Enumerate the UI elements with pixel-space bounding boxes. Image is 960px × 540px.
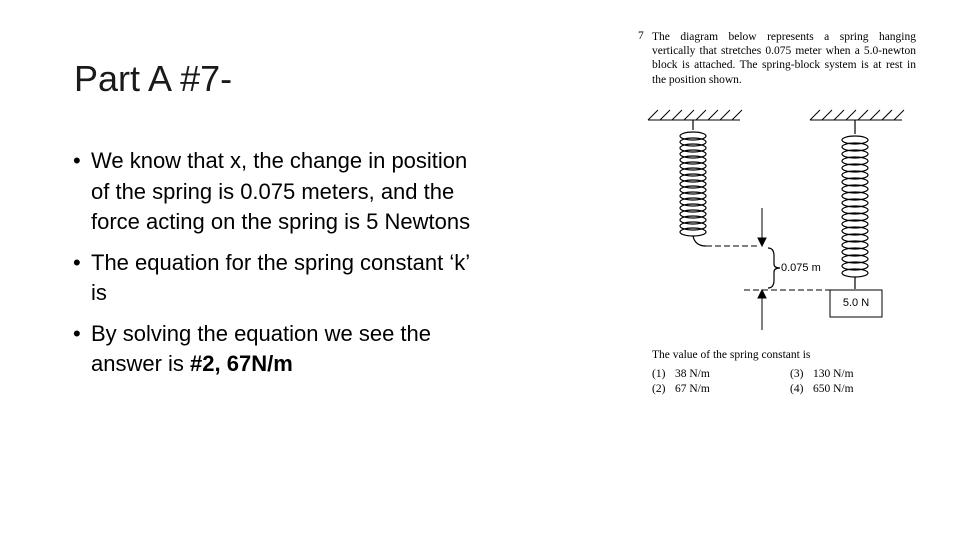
choice-number: (4) bbox=[790, 383, 804, 395]
choice-value: 650 N/m bbox=[813, 383, 854, 395]
bullet-item bbox=[70, 146, 490, 238]
right-spring bbox=[842, 120, 868, 289]
bullet-text: By solving the equation we see the answer is bbox=[91, 320, 432, 376]
bullet-item bbox=[70, 248, 490, 309]
brace-icon bbox=[768, 248, 780, 288]
bullet-marker: • bbox=[73, 320, 81, 346]
bullet-item bbox=[70, 319, 490, 380]
question-number: 7 bbox=[638, 30, 644, 42]
bullet-list bbox=[70, 146, 490, 390]
slide-title: Part A #7- bbox=[74, 58, 233, 99]
choice-value: 38 N/m bbox=[675, 368, 710, 380]
choice-value: 67 N/m bbox=[675, 383, 710, 395]
right-ceiling bbox=[810, 110, 904, 120]
choice-number: (1) bbox=[652, 368, 666, 380]
question-text: The diagram below represents a spring hanging vertically that stretches 0.075 meter when a 5.0-newton block is attached. The spring-block system is at rest in the position shown. bbox=[652, 31, 916, 86]
choice-value: 130 N/m bbox=[813, 368, 854, 380]
bullet-marker: • bbox=[73, 148, 81, 173]
left-spring bbox=[680, 120, 706, 246]
bullet-marker: • bbox=[73, 249, 81, 275]
choice-number: (3) bbox=[790, 368, 804, 380]
question-stem: The value of the spring constant is bbox=[652, 349, 811, 361]
displacement-label: 0.075 m bbox=[781, 262, 821, 274]
dimension-arrows bbox=[758, 208, 766, 330]
answer-text: #2, 67N/m bbox=[190, 351, 293, 376]
left-ceiling bbox=[648, 110, 742, 120]
bullet-text: We know that x, the change in position of the spring is 0.075 meters, and the force acting on the spring is 5 Newtons bbox=[91, 148, 471, 234]
bullet-text: The equation for the spring constant ‘k’ is bbox=[91, 249, 470, 305]
choice-number: (2) bbox=[652, 383, 666, 395]
block-label: 5.0 N bbox=[842, 297, 870, 309]
